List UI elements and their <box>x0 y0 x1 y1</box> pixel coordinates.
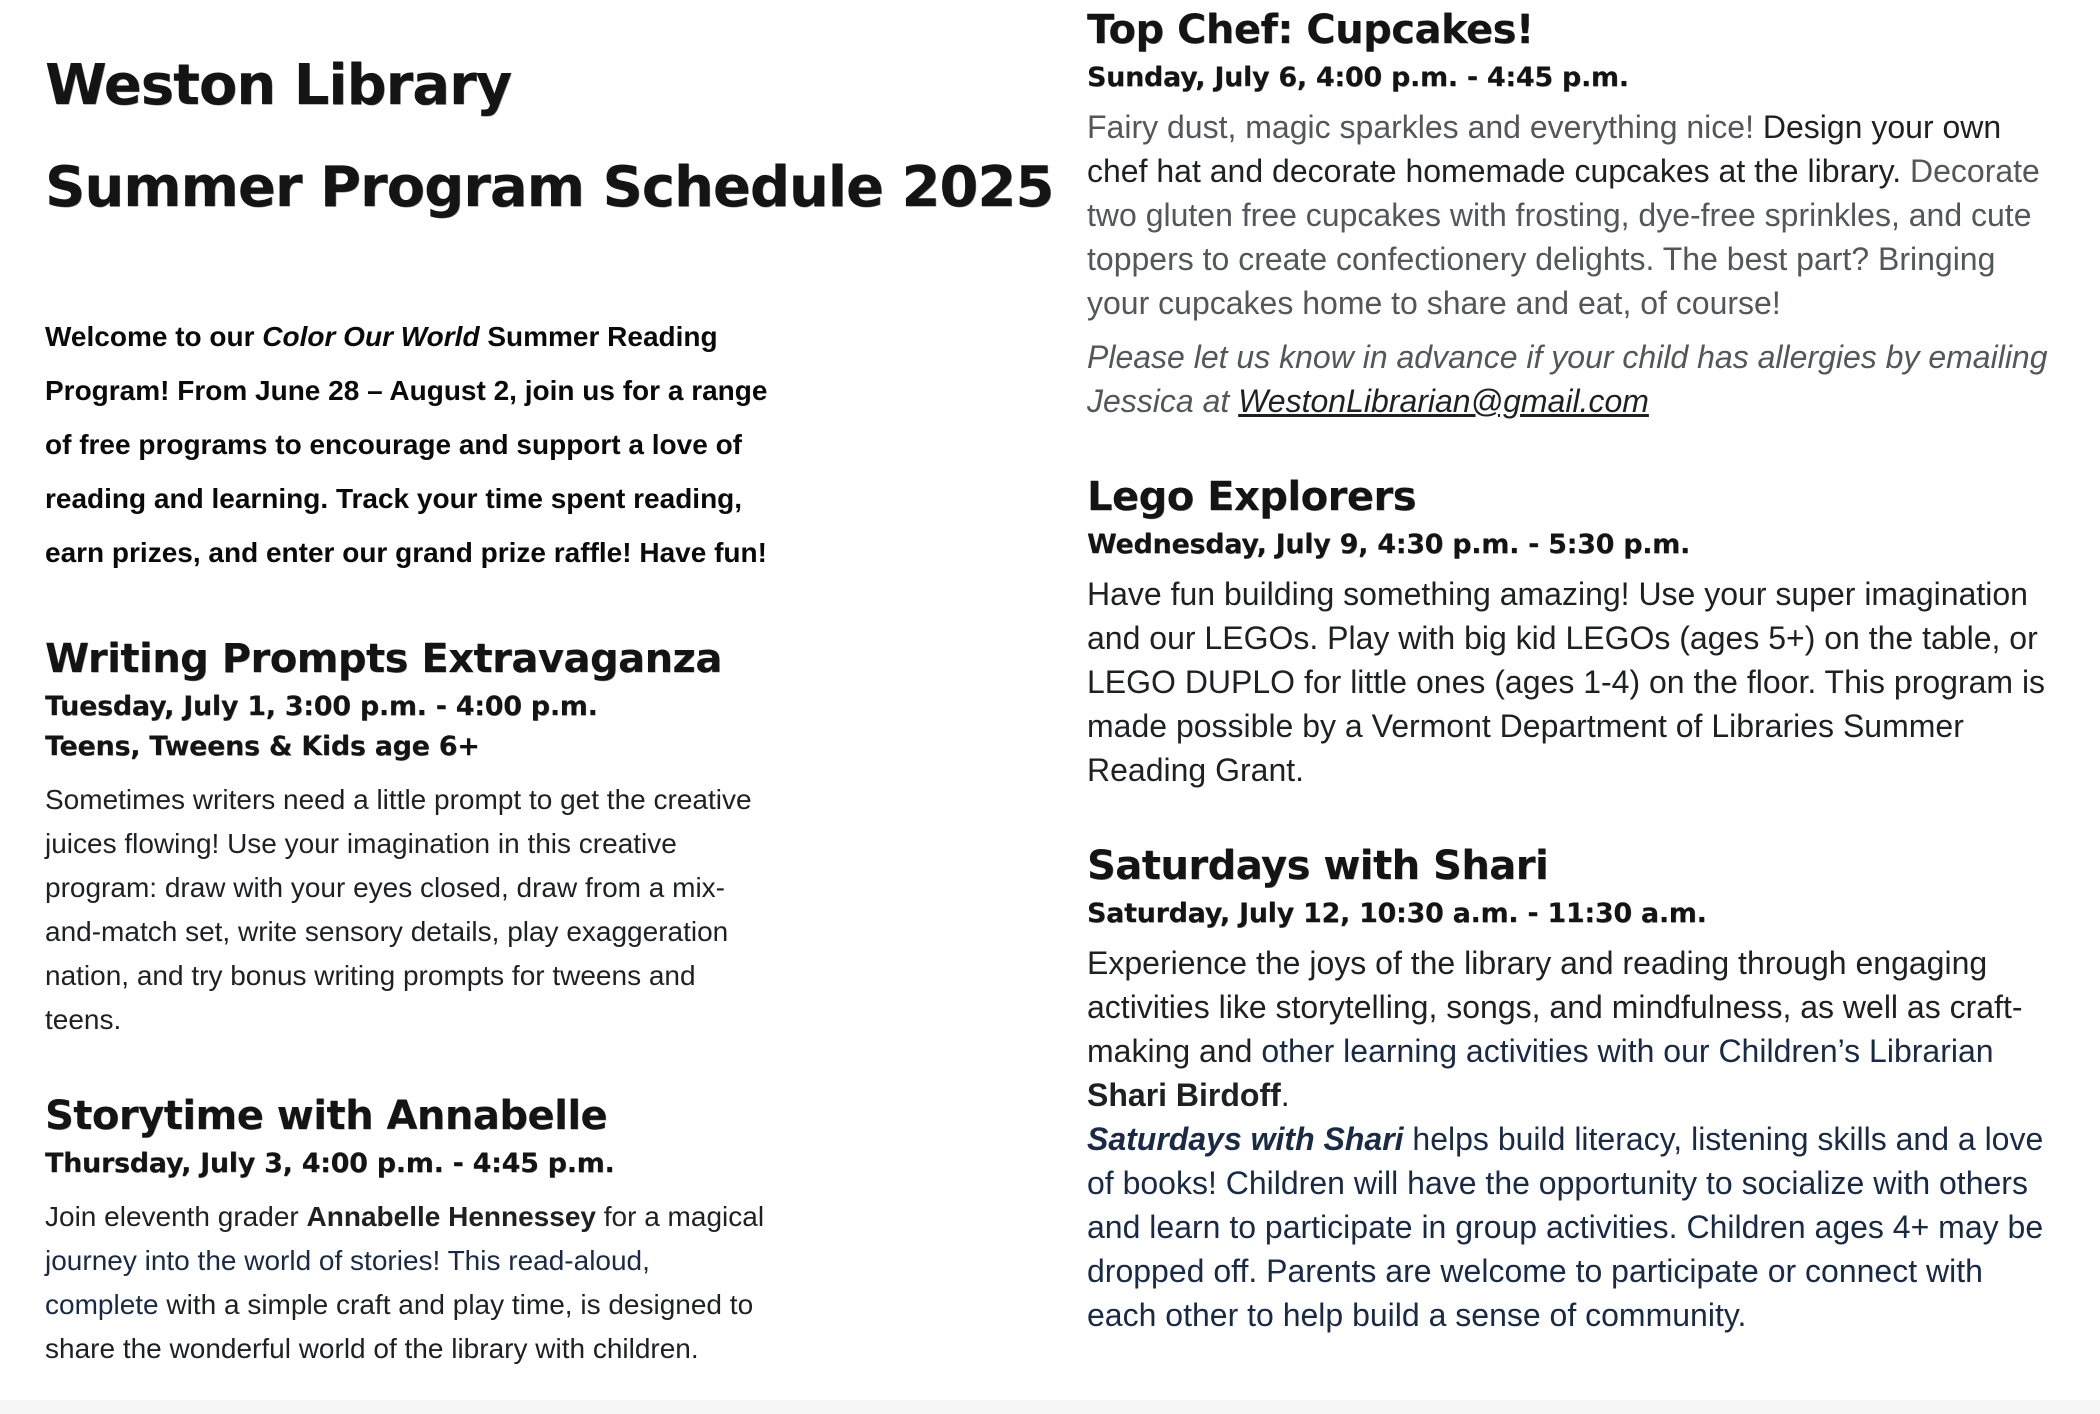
storytime-description-run-0: Join eleventh grader <box>45 1201 307 1232</box>
section-saturdays-with-shari-subhead-1: Saturday, July 12, 10:30 a.m. - 11:30 a.m. <box>1087 898 1707 929</box>
section-lego-explorers-subhead-1: Wednesday, July 9, 4:30 p.m. - 5:30 p.m. <box>1087 529 1690 560</box>
column-right <box>1087 0 2050 1337</box>
welcome-paragraph-run-2: Summer Reading Program! From June 28 – August 2, join us for a range of free programs to encourage and support a love of reading and learning. Track your time spent reading, earn prizes, and enter our grand prize raffle! Have fun! <box>45 321 768 568</box>
section-lego-explorers-heading: Lego Explorers <box>1087 474 1416 520</box>
section-saturdays-with-shari <box>1087 842 2050 1337</box>
section-writing-prompts-heading: Writing Prompts Extravaganza <box>45 636 722 682</box>
column-left <box>45 0 1054 1371</box>
section-writing-prompts-subhead-2: Teens, Tweens & Kids age 6+ <box>45 731 480 762</box>
writing-prompts-description-run-0: Sometimes writers need a little prompt to get the creative juices flowing! Use your imagination in this creative program: draw with your eyes closed, draw from a mix-and-match set, write sensory details, play exaggeration nation, and try bonus writing prompts for tweens and teens. <box>45 784 752 1035</box>
email-link[interactable]: WestonLibrarian@gmail.com <box>1238 383 1649 419</box>
section-lego-explorers <box>1087 473 2050 792</box>
document-title <box>45 53 1054 220</box>
storytime-description-run-2: for a magical <box>595 1201 765 1232</box>
storytime-description-run-3: journey into the world of stories! This read-aloud, complete <box>45 1245 650 1320</box>
saturdays-with-shari-description-run-3: . <box>1280 1077 1290 1113</box>
lego-explorers-description <box>1087 572 2050 792</box>
section-top-chef <box>1087 6 2050 423</box>
section-writing-prompts <box>45 635 770 1042</box>
welcome-paragraph-run-0: Welcome to our <box>45 321 263 352</box>
top-chef-description-run-0: Fairy dust, magic sparkles and everything nice! <box>1087 109 1763 145</box>
storytime-description <box>45 1195 770 1371</box>
storytime-description-run-4: with a simple craft and play time, is designed to share the wonderful world of the library with children. <box>45 1289 754 1364</box>
saturdays-with-shari-description <box>1087 941 2050 1337</box>
section-writing-prompts-subhead-1: Tuesday, July 1, 3:00 p.m. - 4:00 p.m. <box>45 691 598 722</box>
storytime-description-run-1: Annabelle Hennessey <box>306 1201 596 1232</box>
saturdays-with-shari-description-run-4: Saturdays with Shari <box>1087 1121 1404 1157</box>
section-saturdays-with-shari-heading: Saturdays with Shari <box>1087 843 1549 889</box>
welcome-paragraph <box>45 310 770 580</box>
top-chef-description-run-2: Decorate two gluten free cupcakes with frosting, dye-free sprinkles, and cute toppers to create confectionery delights. The best part? Bringing your cupcakes home to share and eat, of course! <box>1087 153 2040 321</box>
section-storytime-heading: Storytime with Annabelle <box>45 1093 608 1139</box>
page-bottom-edge <box>0 1400 2100 1414</box>
document-title-line-2: Summer Program Schedule 2025 <box>45 155 1054 220</box>
welcome-paragraph-run-1: Color Our World <box>262 321 480 352</box>
saturdays-with-shari-description-run-5: helps build literacy, listening skills and a love of books! Children will have the opportunity to socialize with others and learn to participate in group activities. Children ages 4+ may be dropped off. Parents are welcome to participate or connect with each other to help build a sense of community. <box>1087 1121 2044 1333</box>
top-chef-description-run-1: Design your own chef hat and decorate homemade cupcakes at the library. <box>1087 109 2002 189</box>
section-top-chef-subhead-1: Sunday, July 6, 4:00 p.m. - 4:45 p.m. <box>1087 62 1629 93</box>
top-chef-description <box>1087 105 2050 325</box>
writing-prompts-description <box>45 778 770 1042</box>
top-chef-allergy-note-run-0: Please let us know in advance if your child has allergies by emailing Jessica at <box>1087 339 2048 419</box>
section-storytime-subhead-1: Thursday, July 3, 4:00 p.m. - 4:45 p.m. <box>45 1148 615 1179</box>
saturdays-with-shari-description-run-2: Shari Birdoff <box>1087 1077 1281 1113</box>
section-storytime <box>45 1092 770 1371</box>
top-chef-allergy-note <box>1087 335 2050 423</box>
lego-explorers-description-run-0: Have fun building something amazing! Use your super imagination and our LEGOs. Play with big kid LEGOs (ages 5+) on the table, or LEGO DUPLO for little ones (ages 1-4) on the floor. This program is made possible by a Vermont Department of Libraries Summer Reading Grant. <box>1087 576 2046 788</box>
saturdays-with-shari-description-run-0: Experience the joys of the library and reading through engaging activities like storytelling, songs, and mindfulness, as well as craft-making and <box>1087 945 2023 1069</box>
document-title-line-1: Weston Library <box>45 53 512 118</box>
section-top-chef-heading: Top Chef: Cupcakes! <box>1087 7 1534 53</box>
saturdays-with-shari-description-run-1: other learning activities with our Children’s Librarian <box>1261 1033 1994 1069</box>
